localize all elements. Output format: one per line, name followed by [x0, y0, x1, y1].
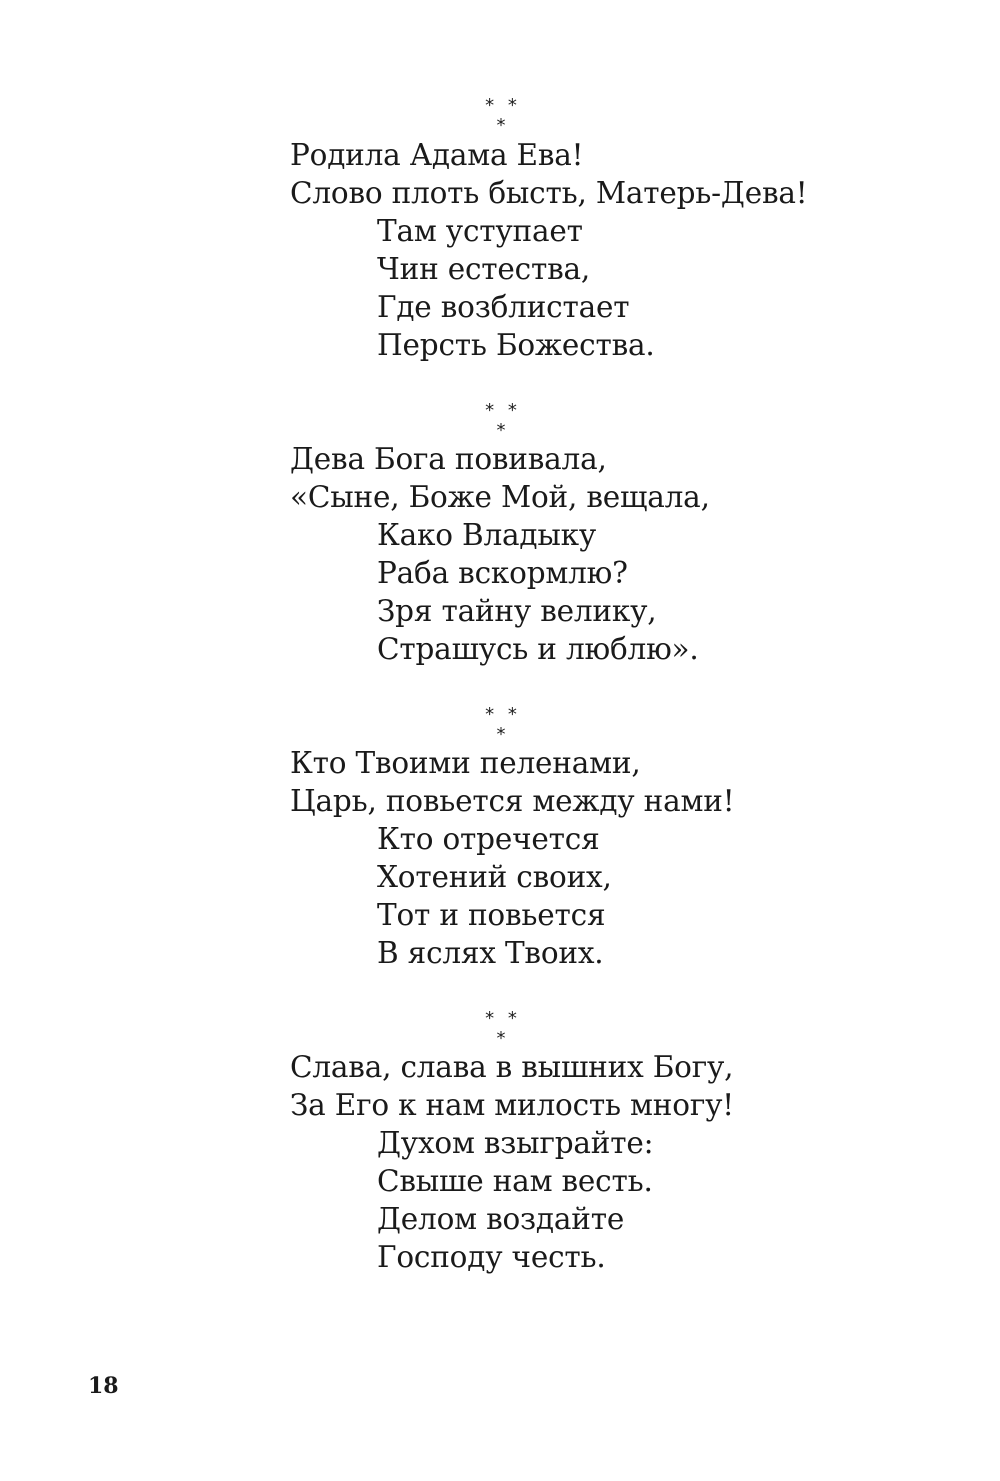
verse-line-indented: Страшусь и люблю». [377, 632, 699, 666]
verse-line-indented: Кто отречется [377, 822, 600, 856]
verse-line: Кто Твоими пеленами, [290, 746, 641, 780]
verse-line: «Сыне, Боже Мой, вещала, [290, 480, 710, 514]
verse-line: За Его к нам милость многу! [290, 1088, 734, 1122]
verse-line-indented: Чин естества, [377, 252, 591, 286]
verse-line-indented: Раба вскормлю? [377, 556, 628, 590]
verse-line-indented: Тот и повьется [377, 898, 606, 932]
verse-line-indented: Делом воздайте [377, 1202, 625, 1236]
verse-line-indented: Зря тайну велику, [377, 594, 657, 628]
verse-line: Слово плоть бысть, Матерь-Дева! [290, 176, 808, 210]
verse-line: Родила Адама Ева! [290, 138, 584, 172]
verse-line-indented: Како Владыку [377, 518, 597, 552]
stanza-separator: * * * [485, 95, 521, 136]
page-number: 18 [88, 1373, 119, 1399]
stanza-separator: * * * [485, 704, 521, 745]
verse-line-indented: Духом взыграйте: [377, 1126, 654, 1160]
verse-line: Дева Бога повивала, [290, 442, 607, 476]
verse-line-indented: Господу честь. [377, 1240, 606, 1274]
verse-line-indented: Свыше нам весть. [377, 1164, 653, 1198]
stanza-separator: * * * [485, 400, 521, 441]
verse-line-indented: В яслях Твоих. [377, 936, 604, 970]
stanza-separator: * * * [485, 1008, 521, 1049]
verse-line-indented: Хотений своих, [377, 860, 612, 894]
verse-line-indented: Там уступает [377, 214, 583, 248]
verse-line: Царь, повьется между нами! [290, 784, 735, 818]
verse-line-indented: Персть Божества. [377, 328, 655, 362]
verse-line-indented: Где возблистает [377, 290, 630, 324]
verse-line: Слава, слава в вышних Богу, [290, 1050, 734, 1084]
